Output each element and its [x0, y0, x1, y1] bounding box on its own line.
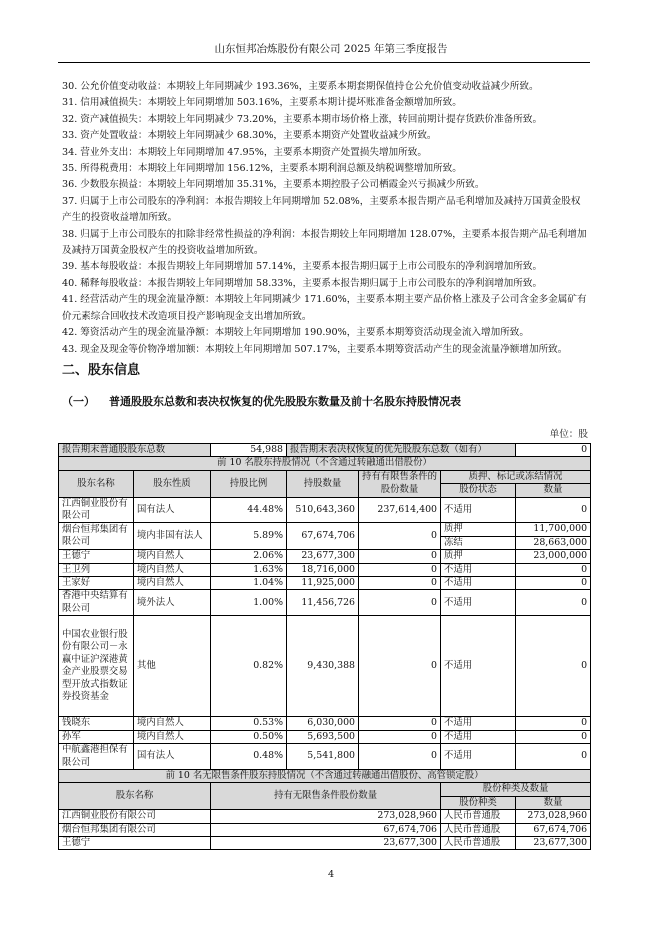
shareholder-table — [58, 443, 591, 850]
shareholder-name: 中航鑫港担保有限公司 — [59, 744, 134, 770]
share-count: 0 — [516, 730, 591, 743]
pref-holders-label: 报告期末表决权恢复的优先股股东总数（如有） — [287, 444, 516, 457]
shareholder-nature: 境外法人 — [134, 590, 211, 616]
restricted-qty: 0 — [359, 717, 441, 730]
shareholder-nature: 国有法人 — [134, 744, 211, 770]
table-row — [59, 717, 591, 730]
share-count: 28,663,000 — [516, 536, 591, 549]
holding-qty: 67,674,706 — [287, 523, 359, 550]
table-cell: 股东名称 — [59, 783, 211, 810]
share-count: 67,674,706 — [516, 823, 591, 836]
shareholder-nature: 境内自然人 — [134, 730, 211, 743]
shareholder-name: 烟台恒邦集团有限公司 — [59, 523, 134, 550]
restricted-qty: 0 — [359, 577, 441, 590]
share-status: 质押 — [441, 523, 516, 536]
table-cell: 股份种类 — [441, 796, 516, 809]
holding-qty: 18,716,000 — [287, 563, 359, 576]
share-kind: 人民币普通股 — [441, 836, 516, 849]
shareholder-name: 王卫列 — [59, 563, 134, 576]
shareholder-nature: 境内非国有法人 — [134, 523, 211, 550]
page-number: 4 — [327, 869, 335, 880]
restricted-qty: 0 — [359, 730, 441, 743]
note-item: 38. 归属于上市公司股东的扣除非经常性损益的净利润：本报告期较上年同期增加 128.07%，主要系本报告期产品毛利增加及减持万国黄金股权产生的投资收益增加所致。 — [62, 228, 587, 257]
unrestricted-qty: 273,028,960 — [211, 810, 441, 823]
note-item: 40. 稀释每股收益：本报告期较上年同期增加 58.33%，主要系本报告期归属于上市公司股东的净利润增加所致。 — [62, 277, 543, 289]
note-item: 31. 信用减值损失：本期较上年同期增加 503.16%，主要系本期计提坏账准备金额增加所致。 — [62, 97, 462, 109]
note-item: 42. 筹资活动产生的现金流量净额：本期较上年同期增加 190.90%，主要系本期筹资活动现金流入增加所致。 — [62, 327, 529, 339]
table-cell: 持有无限售条件股份数量 — [211, 783, 441, 810]
restricted-qty: 0 — [359, 616, 441, 717]
header-divider — [58, 62, 590, 63]
share-status: 不适用 — [441, 590, 516, 616]
share-status: 不适用 — [441, 717, 516, 730]
note-item: 41. 经营活动产生的现金流量净额：本期较上年同期减少 171.60%，主要系本期主要产品价格上涨及子公司含金多金属矿有价元素综合回收技术改造项目投产影响现金支出增加所致。 — [62, 294, 587, 322]
unrestricted-qty: 23,677,300 — [211, 836, 441, 849]
holding-qty: 23,677,300 — [287, 550, 359, 563]
shareholder-name: 烟台恒邦集团有限公司 — [59, 823, 211, 836]
table-row — [59, 523, 591, 536]
holding-ratio: 1.63% — [211, 563, 287, 576]
header-row — [59, 470, 591, 483]
share-status: 不适用 — [441, 616, 516, 717]
share-count: 273,028,960 — [516, 810, 591, 823]
table-cell: 数量 — [516, 796, 591, 809]
note-item: 30. 公允价值变动收益：本期较上年同期减少 193.36%，主要系本期套期保值持仓公允价值变动收益减少所致。 — [62, 81, 539, 92]
note-item: 43. 现金及现金等价物净增加额：本期较上年同期增加 507.17%，主要系本期筹资活动产生的现金流量净额增加所致。 — [62, 343, 568, 355]
note-item: 33. 资产处置收益：本期较上年同期减少 68.30%，主要系本期资产处置收益减少所致。 — [62, 130, 437, 142]
holding-qty: 11,456,726 — [287, 590, 359, 616]
restricted-qty: 0 — [359, 550, 441, 563]
table-cell: 股份种类及数量 — [441, 783, 591, 796]
holding-qty: 5,541,800 — [287, 744, 359, 770]
holding-ratio: 44.48% — [211, 497, 287, 523]
share-status: 不适用 — [441, 563, 516, 576]
table-row — [59, 550, 591, 563]
shareholder-nature: 国有法人 — [134, 497, 211, 523]
subsection-title — [62, 393, 475, 409]
table-cell: 持股数量 — [287, 470, 359, 497]
share-status: 冻结 — [441, 536, 516, 549]
table-row — [59, 616, 591, 717]
shareholder-name: 江西铜业股份有限公司 — [59, 810, 211, 823]
subsection-text: 普通股股东总数和表决权恢复的优先股股东数量及前十名股东持股情况表 — [109, 395, 461, 408]
header-row — [59, 783, 591, 796]
share-count: 0 — [516, 616, 591, 717]
table-row — [59, 744, 591, 770]
summary-row — [59, 444, 591, 457]
holding-qty: 510,643,360 — [287, 497, 359, 523]
shareholder-nature: 境内自然人 — [134, 563, 211, 576]
holding-ratio: 1.00% — [211, 590, 287, 616]
shareholder-name: 香港中央结算有限公司 — [59, 590, 134, 616]
share-count: 0 — [516, 563, 591, 576]
table-row — [59, 563, 591, 576]
unrestricted-title: 前 10 名无限售条件股东持股情况（不含通过转融通出借股份、高管锁定股） — [59, 769, 591, 782]
holding-ratio: 1.04% — [211, 577, 287, 590]
common-holders-value: 54,988 — [211, 444, 287, 457]
notes-list — [62, 79, 590, 358]
shareholder-nature: 境内自然人 — [134, 577, 211, 590]
share-count: 0 — [516, 497, 591, 523]
table-cell: 股东性质 — [134, 470, 211, 497]
unit-label: 单位：股 — [549, 429, 588, 440]
table-row — [59, 590, 591, 616]
restricted-qty: 0 — [359, 744, 441, 770]
top10-title-row — [59, 457, 591, 470]
holding-qty: 11,925,000 — [287, 577, 359, 590]
shareholder-name: 王家好 — [59, 577, 134, 590]
share-count: 0 — [516, 577, 591, 590]
restricted-qty: 0 — [359, 590, 441, 616]
holding-ratio: 0.53% — [211, 717, 287, 730]
share-count: 11,700,000 — [516, 523, 591, 536]
table-cell: 持有有限售条件的股份数量 — [359, 470, 441, 497]
share-status: 不适用 — [441, 730, 516, 743]
table-row — [59, 730, 591, 743]
note-item: 36. 少数股东损益：本期较上年同期增加 35.31%，主要系本期控股子公司栖霞金兴亏损减少所致。 — [62, 179, 485, 191]
share-kind: 人民币普通股 — [441, 810, 516, 823]
share-status: 不适用 — [441, 744, 516, 770]
share-count: 0 — [516, 744, 591, 770]
table-cell: 数量 — [516, 484, 591, 497]
holding-qty: 6,030,000 — [287, 717, 359, 730]
restricted-qty: 0 — [359, 523, 441, 550]
table-row — [59, 577, 591, 590]
share-status: 不适用 — [441, 577, 516, 590]
holding-ratio: 0.82% — [211, 616, 287, 717]
shareholder-name: 孙军 — [59, 730, 134, 743]
note-item: 39. 基本每股收益：本报告期较上年同期增加 57.14%，主要系本报告期归属于上市公司股东的净利润增加所致。 — [62, 261, 543, 273]
unrestricted-qty: 67,674,706 — [211, 823, 441, 836]
shareholder-name: 钱晓东 — [59, 717, 134, 730]
note-item: 37. 归属于上市公司股东的净利润：本报告期较上年同期增加 52.08%，主要系本报告期产品毛利增加及减持万国黄金股权产生的投资收益增加所致。 — [62, 195, 581, 224]
table-cell: 质押、标记或冻结情况 — [441, 470, 591, 483]
common-holders-label: 报告期末普通股股东总数 — [59, 444, 211, 457]
table-row — [59, 497, 591, 523]
holding-ratio: 2.06% — [211, 550, 287, 563]
restricted-qty: 0 — [359, 563, 441, 576]
section-title: 二、股东信息 — [62, 363, 141, 378]
share-count: 23,000,000 — [516, 550, 591, 563]
table-row — [59, 823, 591, 836]
note-item: 34. 营业外支出：本期较上年同期增加 47.95%，主要系本期资产处置损失增加所致。 — [62, 146, 427, 158]
holding-qty: 5,693,500 — [287, 730, 359, 743]
unrestricted-title-row — [59, 769, 591, 782]
shareholder-nature: 境内自然人 — [134, 550, 211, 563]
subsection-number: （一） — [62, 395, 95, 408]
table-cell: 股东名称 — [59, 470, 134, 497]
note-item: 35. 所得税费用：本期较上年同期增加 156.12%，主要系本期利润总额及纳税调整增加所致。 — [62, 163, 462, 175]
restricted-qty: 237,614,400 — [359, 497, 441, 523]
shareholder-nature: 其他 — [134, 616, 211, 717]
shareholder-nature: 境内自然人 — [134, 717, 211, 730]
share-status: 质押 — [441, 550, 516, 563]
shareholder-name: 中国农业银行股份有限公司－永赢中证沪深港黄金产业股票交易型开放式指数证券投资基金 — [59, 616, 134, 717]
share-count: 0 — [516, 590, 591, 616]
shareholder-name: 王德宁 — [59, 550, 134, 563]
table-row — [59, 810, 591, 823]
holding-qty: 9,430,388 — [287, 616, 359, 717]
note-item: 32. 资产减值损失：本期较上年同期减少 73.20%，主要系本期市场价格上涨，转回前期计提存货跌价准备所致。 — [62, 113, 543, 125]
top10-title: 前 10 名股东持股情况（不含通过转融通出借股份） — [59, 457, 591, 470]
share-kind: 人民币普通股 — [441, 823, 516, 836]
holding-ratio: 0.48% — [211, 744, 287, 770]
table-cell: 持股比例 — [211, 470, 287, 497]
holding-ratio: 5.89% — [211, 523, 287, 550]
holding-ratio: 0.50% — [211, 730, 287, 743]
share-count: 23,677,300 — [516, 836, 591, 849]
table-row — [59, 836, 591, 849]
pref-holders-value: 0 — [516, 444, 591, 457]
shareholder-name: 江西铜业股份有限公司 — [59, 497, 134, 523]
shareholder-name: 王德宁 — [59, 836, 211, 849]
share-status: 不适用 — [441, 497, 516, 523]
table-cell: 股份状态 — [441, 484, 516, 497]
page-header: 山东恒邦冶炼股份有限公司 2025 年第三季度报告 — [214, 43, 448, 55]
share-count: 0 — [516, 717, 591, 730]
